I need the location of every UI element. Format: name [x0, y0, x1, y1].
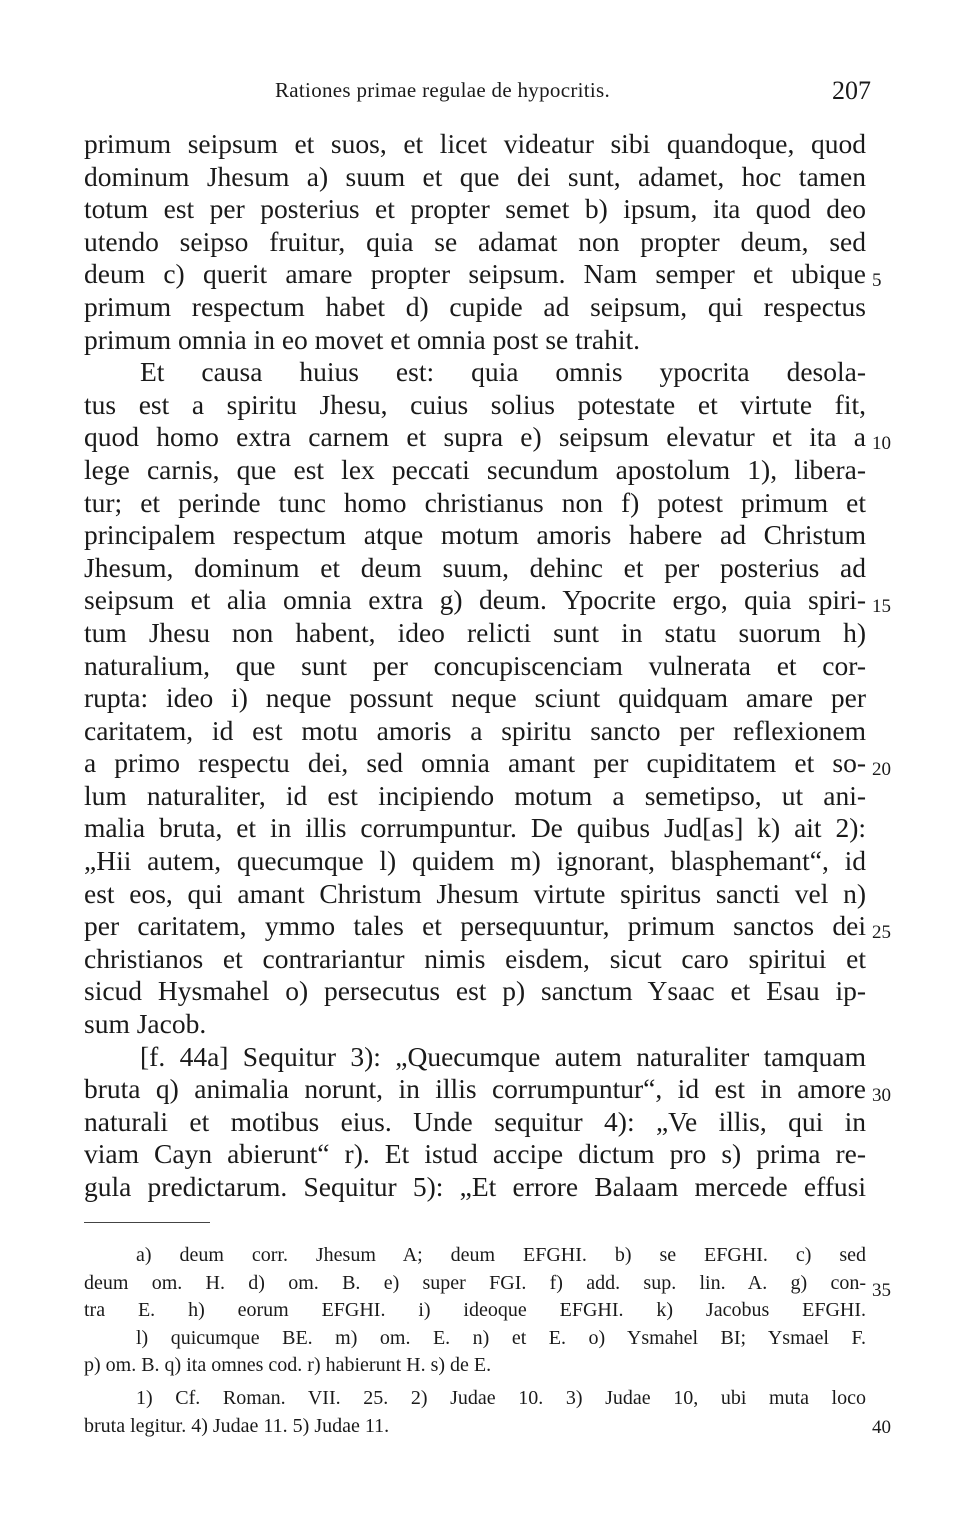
line-number: 15 [872, 596, 891, 617]
text-line: [f. 44a] Sequitur 3): „Quecumque autem naturaliter tamquam [140, 1040, 866, 1072]
text-line: sicud Hysmahel o) persecutus est p) sanctum Ysaac et Esau ip- [84, 975, 866, 1007]
text-line: tur; et perinde tunc homo christianus non f) potest primum et [84, 486, 866, 518]
footnote-separator [84, 1222, 210, 1223]
text-line: sum Jacob. [84, 1008, 207, 1040]
text-line: utendo seipso fruitur, quia se adamat non propter deum, sed [84, 225, 866, 257]
critical-apparatus [84, 1242, 866, 1380]
text-line: deum c) querit amare propter seipsum. Nam semper et ubique [84, 258, 866, 290]
text-line: rupta: ideo i) neque possunt neque sciunt quidquam amare per [84, 682, 866, 714]
line-number: 25 [872, 922, 891, 943]
page-number: 207 [832, 76, 871, 105]
text-line: primum respectum habet d) cupide ad seipsum, qui respectus [84, 290, 866, 322]
apparatus-line: tra E. h) eorum EFGHI. i) ideoque EFGHI. k) Jacobus EFGHI. [84, 1299, 866, 1321]
text-line: primum omnia in eo movet et omnia post se trahit. [84, 323, 641, 355]
text-line: bruta q) animalia norunt, in illis corrumpuntur“, id est in amore [84, 1073, 866, 1105]
text-line: quod homo extra carnem et supra e) seipsum elevatur et ita a [84, 421, 866, 453]
text-line: totum est per posterius et propter semet b) ipsum, ita quod deo [84, 193, 866, 225]
text-line: a primo respectu dei, sed omnia amant per cupiditatem et so- [84, 747, 866, 779]
text-line: principalem respectum atque motum amoris habere ad Christum [84, 519, 866, 551]
main-text [84, 128, 866, 1204]
source-line: 1) Cf. Roman. VII. 25. 2) Judae 10. 3) Judae 10, ubi muta loco [136, 1387, 866, 1409]
text-line: lum naturaliter, id est incipiendo motum a semetipso, ut ani- [84, 779, 866, 811]
line-number: 40 [872, 1417, 891, 1438]
apparatus-line: deum om. H. d) om. B. e) super FGI. f) add. sup. lin. A. g) con- [84, 1271, 866, 1294]
text-line: viam Cayn abierunt“ r). Et istud accipe dictum pro s) prima re- [84, 1138, 866, 1170]
text-line: „Hii autem, quecumque l) quidem m) ignorant, blasphemant“, id [84, 845, 866, 877]
apparatus-line: l) quicumque BE. m) om. E. n) et E. o) Ysmahel BI; Ysmael F. [136, 1326, 866, 1349]
text-line: lege carnis, que est lex peccati secundum apostolum 1), libera- [84, 453, 866, 485]
line-number: 10 [872, 433, 891, 454]
text-line: Et causa huius est: quia omnis ypocrita desola- [140, 356, 866, 388]
text-line: Jhesum, dominum et deum suum, dehinc et per posterius ad [84, 551, 866, 583]
text-line: per caritatem, ymmo tales et persequuntur, primum sanctos dei [84, 910, 866, 942]
source-notes [84, 1385, 866, 1440]
line-number: 5 [872, 270, 882, 291]
text-line: est eos, qui amant Christum Jhesum virtute spiritus sancti vel n) [84, 877, 866, 909]
text-line: dominum Jhesum a) suum et que dei sunt, adamet, hoc tamen [84, 160, 866, 192]
text-line: gula predictarum. Sequitur 5): „Et errore Balaam mercede effusi [84, 1171, 866, 1202]
text-line: tum Jhesu non habent, ideo relicti sunt in statu suorum h) [84, 616, 866, 648]
line-number: 20 [872, 759, 891, 780]
running-title: Rationes primae regulae de hypocritis. [275, 78, 611, 102]
text-line: malia bruta, et in illis corrumpuntur. De quibus Jud[as] k) ait 2): [84, 812, 866, 844]
text-line: naturalium, que sunt per concupiscenciam vulnerata et cor- [84, 649, 866, 681]
line-number: 30 [872, 1085, 891, 1106]
line-number: 35 [872, 1280, 891, 1301]
running-header [0, 78, 960, 108]
text-line: christianos et contrariantur nimis eisdem, sicut caro spiritui et [84, 942, 866, 974]
apparatus-line: a) deum corr. Jhesum A; deum EFGHI. b) se EFGHI. c) sed [136, 1244, 866, 1266]
text-line: caritatem, id est motu amoris a spiritu sancto per reflexionem [84, 714, 866, 746]
text-line: naturali et motibus eius. Unde sequitur 4): „Ve illis, qui in [84, 1105, 866, 1137]
text-line: seipsum et alia omnia extra g) deum. Ypocrite ergo, quia spiri- [84, 584, 866, 616]
text-line: primum seipsum et suos, et licet videatur sibi quandoque, quod [84, 128, 866, 159]
source-line: bruta legitur. 4) Judae 11. 5) Judae 11. [84, 1414, 390, 1437]
text-line: tus est a spiritu Jhesu, cuius solius potestate et virtute fit, [84, 388, 866, 420]
apparatus-line: p) om. B. q) ita omnes cod. r) habierunt H. s) de E. [84, 1354, 492, 1376]
